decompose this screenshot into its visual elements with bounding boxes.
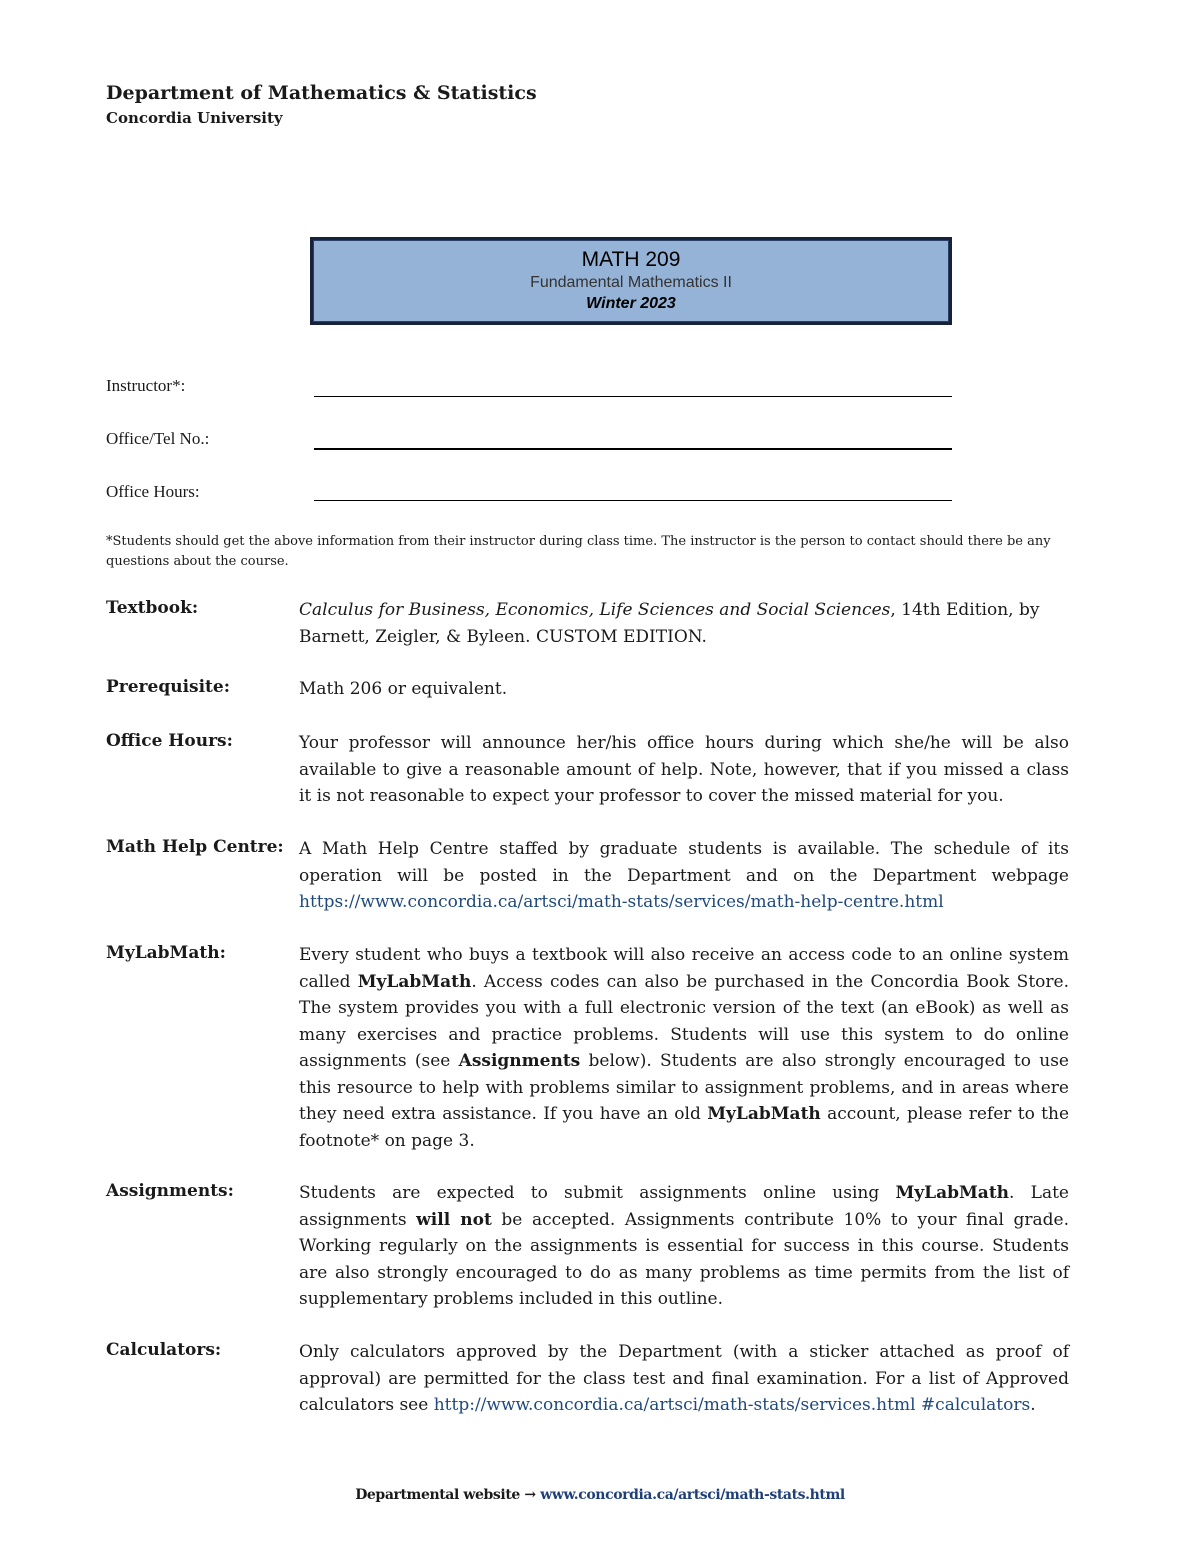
instructor-line — [314, 396, 952, 397]
math-help-link[interactable]: https://www.concordia.ca/artsci/math-stats/services/math-help-centre.html — [299, 892, 944, 912]
office-tel-line — [314, 448, 952, 450]
footer — [0, 1487, 1200, 1503]
footer-label: Departmental website — [355, 1487, 520, 1503]
will-not-bold: will not — [416, 1209, 492, 1230]
footer-website-link[interactable]: www.concordia.ca/artsci/math-stats.html — [540, 1487, 845, 1503]
mylabmath-text-part: account, please refer to the footnote* on page 3. — [299, 1104, 1069, 1151]
course-name: Fundamental Mathematics II — [530, 274, 732, 291]
office-hours-text: Your professor will announce her/his office hours during which she/he will be also available to give a reasonable amount of help. Note, however, that if you missed a class it is not reasonable to expect your professor to cover the missed material for you. — [299, 733, 1069, 806]
course-title-box — [310, 237, 952, 325]
assignments-text-part: be accepted. Assignments contribute 10% to your final grade. Working regularly on the assignments is essential for success in this course. Students are also strongly encouraged to do as many problems as time permits from the list of supplementary problems included in this outline. — [299, 1209, 1069, 1309]
course-code: MATH 209 — [581, 248, 681, 271]
mylabmath-bold: MyLabMath — [707, 1104, 821, 1124]
textbook-title: Calculus for Business, Economics, Life Sciences and Social Sciences — [299, 600, 891, 620]
office-hours-line — [314, 500, 952, 501]
mylabmath-text-part: Every student who buys a textbook will also receive an access code to an online system called — [299, 945, 1069, 992]
office-hours-label: Office Hours: — [106, 731, 233, 751]
calculators-label: Calculators: — [106, 1340, 222, 1360]
assignments-text-part: . Late assignments — [299, 1183, 1069, 1230]
department-name: Department of Mathematics & Statistics — [106, 82, 537, 104]
textbook-details: , 14th Edition, by Barnett, Zeigler, & Byleen. CUSTOM EDITION. — [299, 600, 1040, 647]
arrow-icon: → — [524, 1487, 536, 1503]
math-help-text — [299, 836, 1069, 916]
assignments-text — [299, 1180, 1069, 1313]
math-help-label: Math Help Centre: — [106, 837, 284, 857]
mylabmath-text-part: below). Students are also strongly encouraged to use this resource to help with problems similar to assignment problems, and in areas where they need extra assistance. If you have an old — [299, 1051, 1069, 1124]
mylabmath-label: MyLabMath: — [106, 943, 226, 963]
university-name: Concordia University — [106, 109, 283, 127]
prerequisite-text: Math 206 or equivalent. — [299, 679, 508, 699]
mylabmath-text-part: . Access codes can also be purchased in the Concordia Book Store. The system provides you with a full electronic version of the text (an eBook) as well as many exercises and practice problems. Students will use this system to do online assignments (see — [299, 971, 1069, 1071]
textbook-label: Textbook: — [106, 598, 199, 618]
office-tel-label: Office/Tel No.: — [106, 429, 210, 448]
calculators-text — [299, 1339, 1069, 1419]
course-term: Winter 2023 — [586, 295, 676, 312]
textbook-text — [299, 597, 1069, 650]
mylabmath-bold: MyLabMath — [895, 1183, 1010, 1203]
math-help-description: A Math Help Centre staffed by graduate students is available. The schedule of its operation will be posted in the Department and on the Department webpage — [299, 839, 1069, 886]
info-note: *Students should get the above information from their instructor during class time. The instructor is the person to contact should there be any questions about the course. — [106, 534, 1051, 569]
office-hours-field-label: Office Hours: — [106, 482, 200, 501]
assignments-bold: Assignments — [458, 1051, 581, 1071]
instructor-label: Instructor*: — [106, 376, 186, 395]
calculators-end: . — [1030, 1395, 1036, 1415]
mylabmath-bold: MyLabMath — [357, 971, 472, 992]
calculators-description: Only calculators approved by the Department (with a sticker attached as proof of approval) are permitted for the class test and final examination. For a list of Approved calculators see — [299, 1342, 1069, 1415]
prerequisite-label: Prerequisite: — [106, 677, 231, 697]
calculators-link[interactable]: http://www.concordia.ca/artsci/math-stats/services.html #calculators — [433, 1395, 1031, 1415]
assignments-text-part: Students are expected to submit assignments online using — [299, 1183, 896, 1203]
assignments-label: Assignments: — [106, 1181, 234, 1201]
mylabmath-text — [299, 942, 1069, 1154]
